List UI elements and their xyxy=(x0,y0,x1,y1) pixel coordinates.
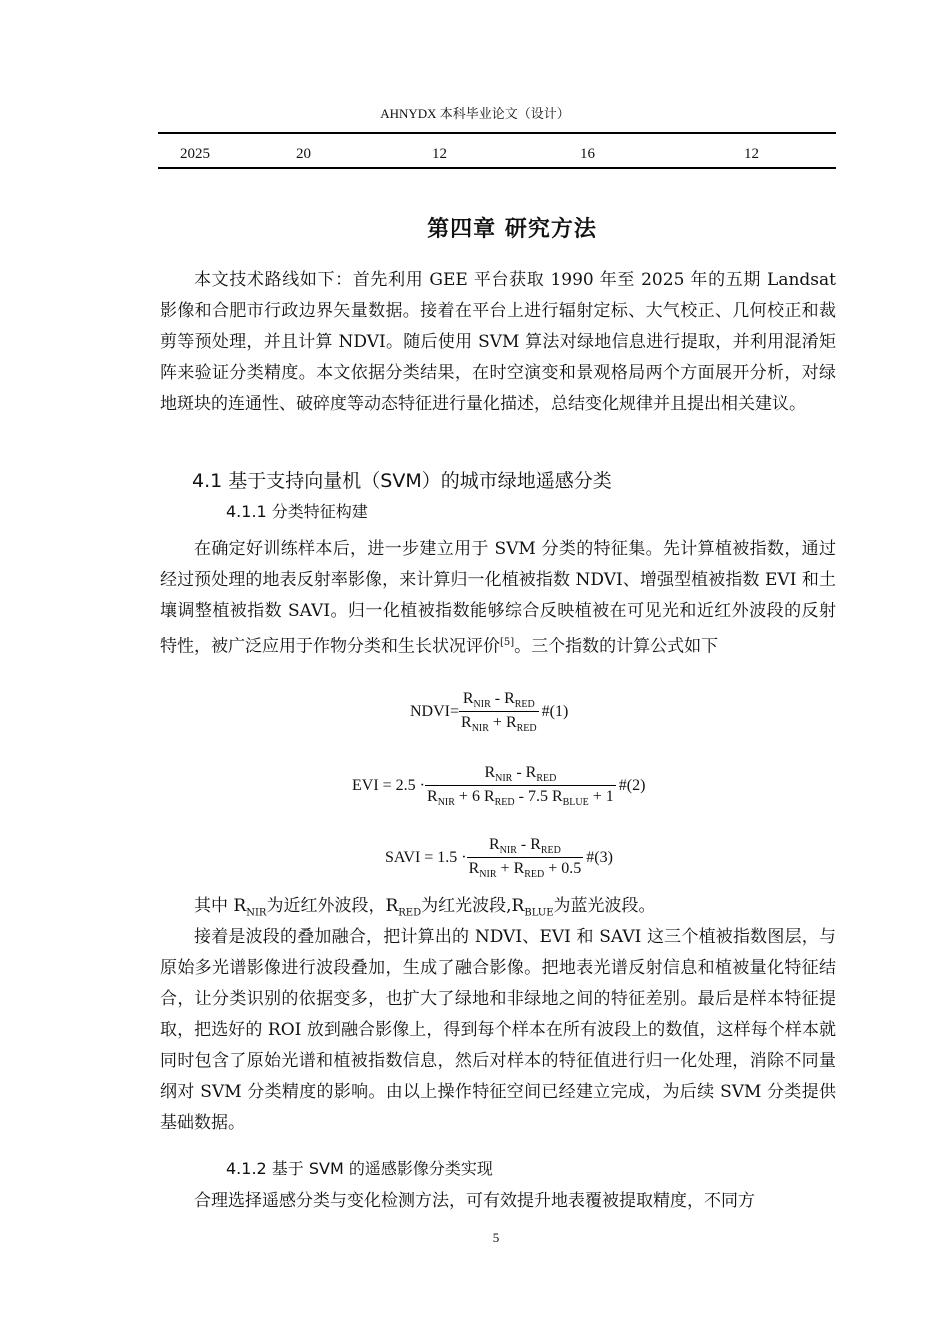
equation-savi xyxy=(385,836,613,880)
table-bottom-rule xyxy=(158,167,836,169)
running-header: AHNYDX 本科毕业论文（设计） xyxy=(380,106,570,121)
page-number: 5 xyxy=(492,1230,500,1245)
eq-fraction: $\frac{R_{NIR} - R_{RED}}{R_{NIR} + R_{RED}}$ xyxy=(461,690,537,735)
eq-lhs: SAVI = 1.5 · xyxy=(385,848,467,866)
table-cell: 16 xyxy=(580,146,595,162)
table-cell: 12 xyxy=(432,146,447,162)
last-paragraph xyxy=(160,1186,836,1217)
fusion-text: 接着是波段的叠加融合，把计算出的 NDVI、EVI 和 SAVI 这三个植被指数图层，与原始多光谱影像进行波段叠加，生成了融合影像。把地表光谱反射信息和植被量化特征结合，让分类识别的依据变多，也扩大了绿地和非绿地之间的特征差别。最后是样本特征提取，把选好的 ROI 放到融合影像上，得到每个样本在所有波段上的数值，这样每个样本就同时包含了原始光谱和植被指数信息，然后对样本的特征值进行归一化处理，消除不同量纲对 SVM 分类精度的影响。由以上操作特征空间已经建立完成，为后续 SVM 分类提供基础数据。 xyxy=(160,927,836,1133)
eq-tag: #(1) xyxy=(541,702,569,720)
feature-text: 在确定好训练样本后，进一步建立用于 SVM 分类的特征集。先计算植被指数，通过经过预处理的地表反射率影像，来计算归一化植被指数 NDVI、增强型植被指数 EVI 和土壤调整植被指数 SAVI。归一化植被指数能够综合反映植被在可见光和近红外波段的反射特性，被广泛应用于作物分类和生长状况评价 xyxy=(160,539,836,657)
eq-lhs: NDVI= xyxy=(410,702,460,720)
fusion-paragraph xyxy=(160,922,836,1139)
feature-text-tail: 。三个指数的计算公式如下 xyxy=(514,636,719,657)
table-top-rule xyxy=(158,132,836,134)
intro-paragraph xyxy=(160,265,836,420)
feature-paragraph xyxy=(160,534,836,663)
table-cell: 20 xyxy=(296,146,311,162)
table-cell: 2025 xyxy=(180,146,210,162)
chapter-title: 第四章 研究方法 xyxy=(427,217,597,242)
table-cell: 12 xyxy=(744,146,759,162)
last-text: 合理选择遥感分类与变化检测方法，可有效提升地表覆被提取精度，不同方 xyxy=(194,1191,755,1211)
section-heading-4-1-2: 4.1.2 基于 SVM 的遥感影像分类实现 xyxy=(226,1159,493,1178)
band-note: 其中 $R_{NIR}$为近红外波段，$R_{RED}$为红光波段$,R_{BLUE}$为蓝光波段。 xyxy=(194,896,656,919)
eq-tag: #(2) xyxy=(618,776,646,794)
eq-tag: #(3) xyxy=(586,848,613,866)
intro-text: 本文技术路线如下：首先利用 GEE 平台获取 1990 年至 2025 年的五期 Landsat 影像和合肥市行政边界矢量数据。接着在平台上进行辐射定标、大气校正、几何校正和裁剪等预处理，并且计算 NDVI。随后使用 SVM 算法对绿地信息进行提取，并利用混淆矩阵来验证分类精度。本文依据分类结果，在时空演变和景观格局两个方面展开分析，对绿地斑块的连通性、破碎度等动态特征进行量化描述，总结变化规律并且提出相关建议。 xyxy=(160,270,836,414)
eq-fraction: $\frac{R_{NIR} - R_{RED}}{R_{NIR} + 6 R_{RED} - 7.5 R_{BLUE} + 1}$ xyxy=(427,764,614,809)
equation-ndvi xyxy=(410,690,568,734)
section-heading-4-1: 4.1 基于支持向量机（SVM）的城市绿地遥感分类 xyxy=(192,470,612,492)
equation-evi xyxy=(352,764,645,808)
section-heading-4-1-1: 4.1.1 分类特征构建 xyxy=(226,502,368,521)
eq-fraction: $\frac{R_{NIR} - R_{RED}}{R_{NIR} + R_{RED} + 0.5}$ xyxy=(468,836,582,881)
citation-reference: [5] xyxy=(500,637,515,648)
eq-lhs: EVI = 2.5 · xyxy=(352,776,426,794)
